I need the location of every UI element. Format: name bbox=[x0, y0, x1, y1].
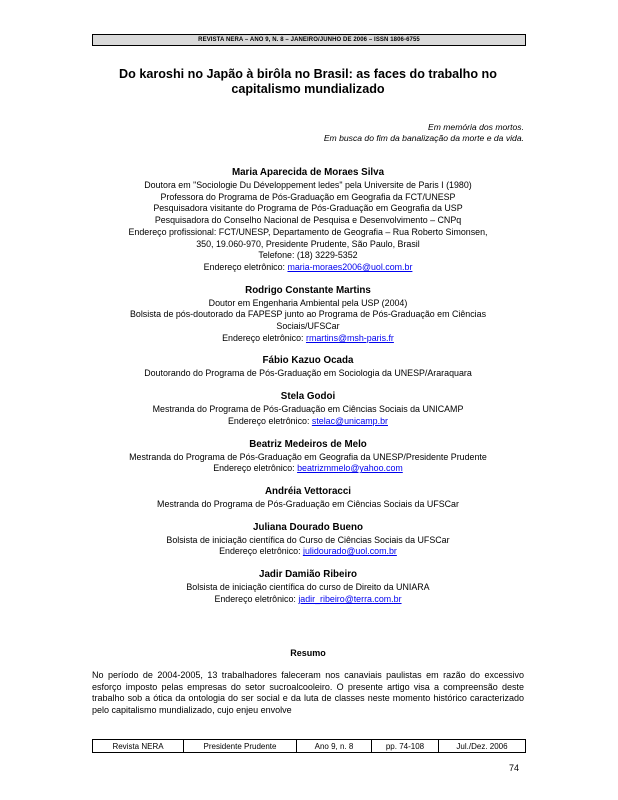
author-name: Juliana Dourado Bueno bbox=[253, 521, 363, 533]
epigraph-line: Em memória dos mortos. bbox=[428, 122, 524, 132]
journal-header-bar bbox=[92, 34, 526, 46]
author-affiliation-line: Bolsista de iniciação científica do curso de Direito da UNIARA bbox=[186, 582, 430, 593]
footer-pages-cell: pp. 74-108 bbox=[372, 740, 439, 752]
email-link[interactable]: beatrizmmelo@yahoo.com bbox=[297, 463, 403, 474]
email-label: Endereço eletrônico: bbox=[222, 332, 306, 343]
email-link[interactable]: stelac@unicamp.br bbox=[311, 415, 388, 426]
author-affiliation-line: Pesquisadora visitante do Programa de Pós-Graduação em Geografia da USP bbox=[153, 203, 463, 214]
author-email-line bbox=[92, 594, 524, 606]
author-affiliation-line: Telefone: (18) 3229-5352 bbox=[258, 250, 358, 261]
author-name: Andréia Vettoracci bbox=[264, 485, 352, 497]
author-affiliation-line: Doutorando do Programa de Pós-Graduação em Sociologia da UNESP/Araraquara bbox=[144, 368, 472, 379]
author-email-line bbox=[92, 262, 524, 274]
author-block bbox=[92, 568, 524, 605]
email-label: Endereço eletrônico: bbox=[219, 546, 303, 557]
epigraph bbox=[324, 122, 524, 143]
email-label: Endereço eletrônico: bbox=[214, 593, 299, 604]
author-name: Maria Aparecida de Moraes Silva bbox=[231, 167, 385, 178]
author-affiliation-line: Bolsista de pós-doutorado da FAPESP junto ao Programa de Pós-Graduação em Ciências bbox=[129, 309, 487, 320]
author-affiliation-line: Bolsista de iniciação científica do Curso de Ciências Sociais da UFSCar bbox=[166, 534, 450, 545]
author-email-line bbox=[92, 546, 524, 558]
author-affiliation-line: Mestranda do Programa de Pós-Graduação em Geografia da UNESP/Presidente Prudente bbox=[129, 451, 487, 462]
author-affiliation-line: Mestranda do Programa de Pós-Graduação em Ciências Sociais da UFSCar bbox=[157, 498, 459, 509]
author-name: Rodrigo Constante Martins bbox=[245, 284, 371, 296]
email-label: Endereço eletrônico: bbox=[213, 463, 298, 474]
author-name: Fábio Kazuo Ocada bbox=[262, 355, 354, 367]
page-number: 74 bbox=[509, 763, 520, 773]
footer-volume-cell: Ano 9, n. 8 bbox=[297, 740, 372, 752]
footer-citation-table bbox=[92, 739, 526, 753]
footer-date-cell: Jul./Dez. 2006 bbox=[456, 741, 508, 751]
author-affiliation-line: Endereço profissional: FCT/UNESP, Departamento de Geografia – Rua Roberto Simonsen, bbox=[128, 226, 488, 237]
author-name: Stela Godoi bbox=[280, 391, 336, 403]
author-affiliation-line: Pesquisadora do Conselho Nacional de Pesquisa e Desenvolvimento – CNPq bbox=[154, 215, 462, 226]
author-affiliation-line: Doutor em Engenharia Ambiental pela USP (2004) bbox=[208, 297, 408, 308]
author-block bbox=[92, 485, 524, 511]
author-affiliation-line: Sociais/UFSCar bbox=[276, 321, 340, 332]
email-link[interactable]: julidourado@uol.com.br bbox=[303, 546, 397, 557]
abstract-text: No período de 2004-2005, 13 trabalhadores faleceram nos canaviais paulistas em razão do excessivo esforço imposto pelas empresas do setor sucroalcooleiro. O presente artigo visa a compreensão deste trabalho sob a ótica da ontologia do ser social e da luta de classes neste momento histórico caracterizado pelo capitalismo mundializado, cujo enjeu envolve bbox=[92, 670, 524, 715]
email-link[interactable]: jadir_ribeiro@terra.com.br bbox=[298, 593, 402, 604]
author-name: Jadir Damião Ribeiro bbox=[259, 569, 357, 581]
email-link[interactable]: maria-moraes2006@uol.com.br bbox=[287, 261, 413, 272]
author-affiliation-line: Professora do Programa de Pós-Graduação em Geografia da FCT/UNESP bbox=[160, 191, 456, 202]
email-link[interactable]: rmartins@msh-paris.fr bbox=[305, 332, 394, 343]
email-label: Endereço eletrônico: bbox=[203, 261, 288, 272]
author-affiliation-line: 350, 19.060-970, Presidente Prudente, São Paulo, Brasil bbox=[196, 238, 420, 249]
footer-city-cell: Presidente Prudente bbox=[184, 740, 297, 752]
article-title: Do karoshi no Japão à birôla no Brasil: as faces do trabalho no capitalismo mundializado bbox=[119, 67, 497, 96]
author-block bbox=[92, 521, 524, 558]
journal-header-text: REVISTA NERA – ANO 9, N. 8 – JANEIRO/JUNHO DE 2006 – ISSN 1806-6755 bbox=[198, 37, 420, 43]
author-block bbox=[92, 284, 524, 345]
author-list bbox=[92, 166, 524, 615]
author-block bbox=[92, 166, 524, 274]
email-label: Endereço eletrônico: bbox=[228, 415, 312, 426]
author-email-line bbox=[92, 463, 524, 475]
epigraph-line: Em busca do fim da banalização da morte e da vida. bbox=[323, 132, 524, 143]
author-block bbox=[92, 390, 524, 427]
author-affiliation-line: Mestranda do Programa de Pós-Graduação em Ciências Sociais da UNICAMP bbox=[152, 404, 464, 415]
author-email-line bbox=[92, 333, 524, 345]
abstract-heading: Resumo bbox=[290, 648, 326, 658]
author-name: Beatriz Medeiros de Melo bbox=[249, 438, 367, 450]
author-email-line bbox=[92, 416, 524, 428]
author-affiliation-line: Doutora em "Sociologie Du Développement ledes" pela Universite de Paris I (1980) bbox=[144, 180, 472, 190]
author-block bbox=[92, 354, 524, 380]
footer-journal-cell: Revista NERA bbox=[93, 740, 184, 752]
author-block bbox=[92, 438, 524, 475]
